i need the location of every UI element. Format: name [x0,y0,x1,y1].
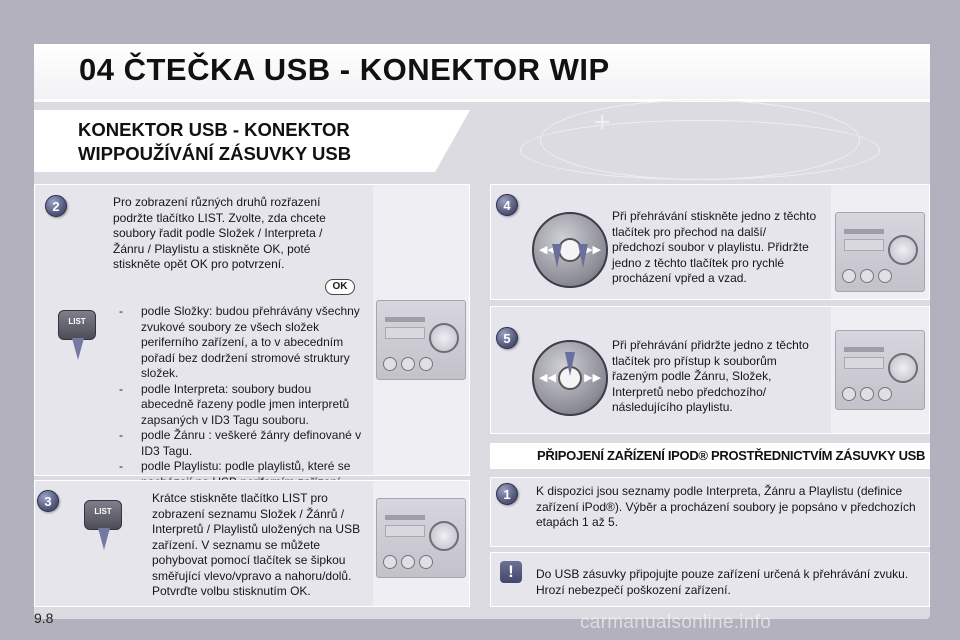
warning-icon: ! [500,561,522,583]
step-2-badge: 2 [45,195,67,217]
page-number: 9.8 [34,610,54,626]
step-4-text: Při přehrávání stiskněte jedno z těchto tlačítek pro přechod na další/ předchozí soubor v playlistu. Přidržte jedno z těchto tlačítek pro rychlé procházení vpřed a vzad. [612,209,817,285]
list-item: - podle Složky: budou přehrávány všechny zvukové soubory ze všech složek periferního zařízení, a to v abecedním pořadí bez dodržení stromové struktury složek. [113,304,365,382]
direction-pad-icon: ◀◀ ▶▶ [532,212,608,288]
car-radio-image [835,212,925,292]
car-radio-image [376,498,466,578]
ipod-step-1-text: K dispozici jsou seznamy podle Interpreta, Žánru a Playlistu (definice zařízení iPod®). Výběr a procházení soubory je popsáno v předchozích etapách 1 až 5. [536,484,916,529]
plus-decoration-icon: + [593,110,612,135]
sort-options-list [113,304,365,490]
ok-button-label: OK [325,279,355,295]
step-4-badge: 4 [496,194,518,216]
step-5-text: Při přehrávání přidržte jedno z těchto tlačítek pro přístup k souborům řazeným podle Žánru, Složek, Interpretů nebo předchozího/ následujícího playlistu. [612,338,809,414]
decorative-arc [520,120,880,180]
ipod-section-title: PŘIPOJENÍ ZAŘÍZENÍ IPOD® PROSTŘEDNICTVÍM ZÁSUVKY USB [537,448,926,463]
section-subtitle: KONEKTOR USB - KONEKTOR WIPPOUŽÍVÁNÍ ZÁSUVKY USB [78,119,352,164]
step-3-badge: 3 [37,490,59,512]
car-radio-image [835,330,925,410]
list-item: - podle Playlistu: podle playlistů, které se [113,459,365,490]
list-item: - podle Žánru : veškeré žánry definované v ID3 Tagu. [113,428,365,459]
warning-text: Do USB zásuvky připojujte pouze zařízení určená k přehrávání zvuku. Hrozí nebezpečí poškození zařízení. [536,567,909,597]
direction-pad-icon: ◀◀ ▶▶ [532,340,608,416]
page-title: 04 ČTEČKA USB - KONEKTOR WIP [79,52,610,87]
step-5-badge: 5 [496,327,518,349]
ipod-step-1-badge: 1 [496,483,518,505]
pointer-arrow-icon [552,244,562,268]
list-button-icon: LIST [84,500,122,530]
step-2-text: Pro zobrazení různých druhů rozřazení podržte tlačítko LIST. Zvolte, zda chcete soubory řadit podle Složek / Interpreta / Žánru / Playlistu a stiskněte OK, poté stiskněte opět OK pro potvrzení. [113,195,326,271]
step-3-text: Krátce stiskněte tlačítko LIST pro zobrazení seznamu Složek / Žánrů / Interpretů / Playlistů uložených na USB zařízení. V seznamu se můžete pohybovat pomocí tlačítek se šipkou směřující vlevo/vpravo a nahoru/dolů. Potvrďte volbu stisknutím OK. [152,491,361,598]
pointer-arrow-icon [578,244,588,268]
car-radio-image [376,300,466,380]
list-item: - podle Interpreta: soubory budou abecedně řazeny podle jmen interpretů zapsaných v ID3 Tagu souboru. [113,382,365,429]
watermark: carmanualsonline.info [580,612,772,633]
pointer-arrow-icon [565,352,575,376]
list-button-icon: LIST [58,310,96,340]
